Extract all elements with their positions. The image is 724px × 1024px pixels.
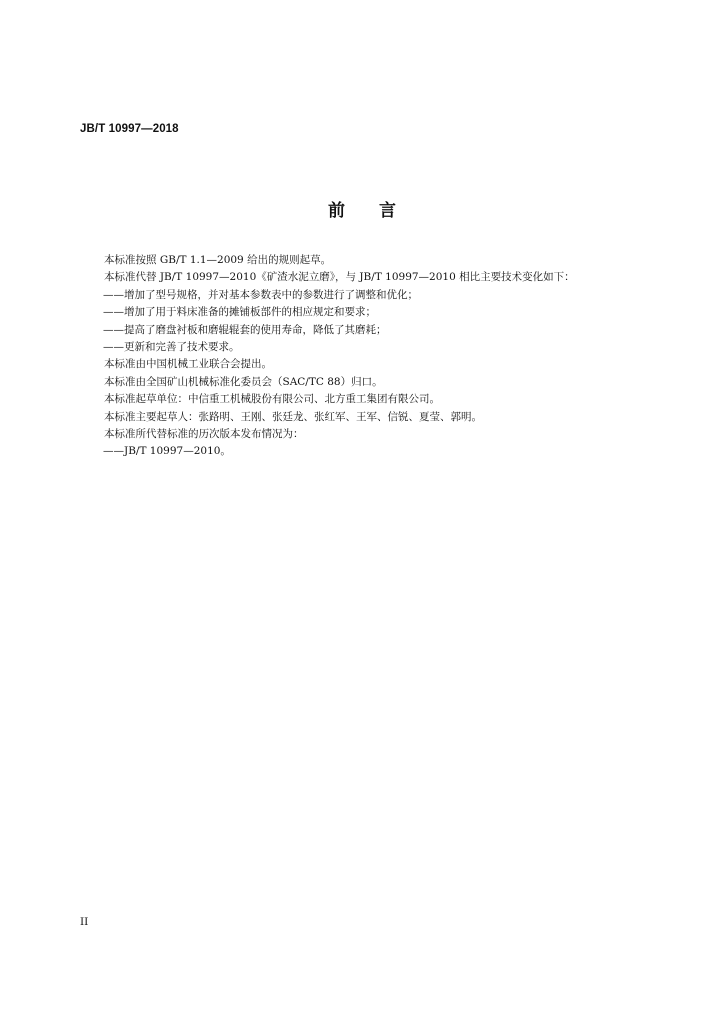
body-line-drafters: 本标准主要起草人：张路明、王刚、张廷龙、张红军、王军、信锐、夏莹、郭明。 <box>104 410 482 423</box>
page-title <box>0 196 724 221</box>
body-line-committee: 本标准由全国矿山机械标准化委员会（SAC/TC 88）归口。 <box>104 375 383 388</box>
body-line-1: 本标准按照 GB/T 1.1—2009 给出的规则起草。 <box>104 254 332 266</box>
change-item-1: ——增加了型号规格，并对基本参数表中的参数进行了调整和优化； <box>103 288 418 301</box>
body-line-2: 本标准代替 JB/T 10997—2010《矿渣水泥立磨》，与 JB/T 10997—2010 相比主要技术变化如下： <box>104 271 575 284</box>
page-number: II <box>80 916 89 928</box>
change-item-4: ——更新和完善了技术要求。 <box>103 340 240 353</box>
body-line-history: 本标准所代替标准的历次版本发布情况为： <box>104 427 304 440</box>
change-item-3: ——提高了磨盘衬板和磨辊辊套的使用寿命，降低了其磨耗； <box>103 323 387 336</box>
foreword-body <box>104 252 664 461</box>
body-line-drafting-units: 本标准起草单位：中信重工机械股份有限公司、北方重工集团有限公司。 <box>104 393 440 406</box>
title-char-1: 前 <box>328 201 345 221</box>
standard-number: JB/T 10997—2018 <box>80 123 179 135</box>
title-char-2: 言 <box>379 201 396 221</box>
history-item-1: ——JB/T 10997—2010。 <box>103 445 231 458</box>
change-item-2: ——增加了用于料床准备的摊铺板部件的相应规定和要求； <box>103 306 376 319</box>
body-line-proposer: 本标准由中国机械工业联合会提出。 <box>104 358 272 371</box>
